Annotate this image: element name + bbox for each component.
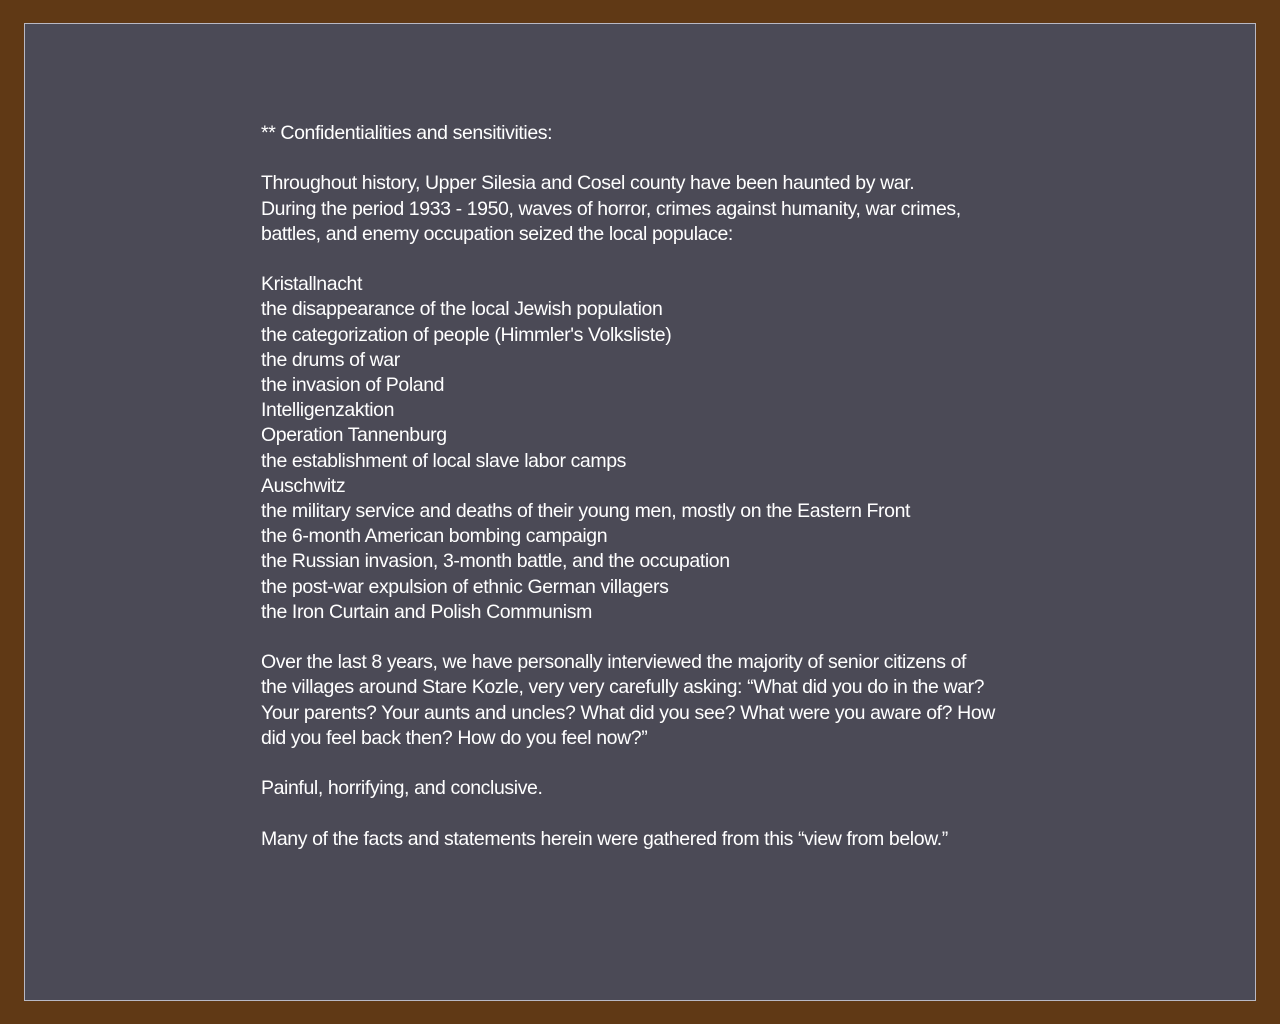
document-body: [261, 121, 1041, 852]
interview-paragraph: [261, 650, 1041, 751]
intro-paragraph: [261, 171, 1041, 247]
intro-line: During the period 1933 - 1950, waves of horror, crimes against humanity, war crimes,: [261, 197, 961, 220]
event-item: the 6-month American bombing campaign: [261, 525, 608, 548]
event-item: Intelligenzaktion: [261, 399, 395, 422]
paragraph-gap: [261, 751, 1041, 776]
section-heading: ** Confidentialities and sensitivities:: [261, 122, 553, 144]
event-item: the Iron Curtain and Polish Communism: [261, 600, 592, 623]
event-item: the establishment of local slave labor camps: [261, 449, 627, 472]
paragraph-gap: [261, 625, 1041, 650]
event-item: the military service and deaths of their young men, mostly on the Eastern Front: [261, 500, 911, 523]
intro-line: battles, and enemy occupation seized the local populace:: [261, 222, 733, 245]
interview-line: Over the last 8 years, we have personally interviewed the majority of senior citizens of: [261, 651, 967, 674]
event-item: the disappearance of the local Jewish population: [261, 298, 663, 321]
content-panel: [24, 23, 1256, 1001]
event-item: Operation Tannenburg: [261, 424, 447, 447]
events-list: [261, 272, 1041, 625]
event-item: Kristallnacht: [261, 273, 363, 296]
conclusion-text: Painful, horrifying, and conclusive.: [261, 777, 543, 800]
event-item: Auschwitz: [261, 474, 346, 497]
closing-text: Many of the facts and statements herein were gathered from this “view from below.”: [261, 827, 948, 850]
event-item: the drums of war: [261, 348, 400, 371]
event-item: the categorization of people (Himmler's Volksliste): [261, 323, 672, 346]
interview-line: the villages around Stare Kozle, very very carefully asking: “What did you do in the war?: [261, 676, 985, 699]
paragraph-gap: [261, 146, 1041, 171]
intro-line: Throughout history, Upper Silesia and Cosel county have been haunted by war.: [261, 172, 915, 195]
event-item: the Russian invasion, 3-month battle, and the occupation: [261, 550, 730, 573]
event-item: the post-war expulsion of ethnic German villagers: [261, 575, 669, 598]
event-item: the invasion of Poland: [261, 374, 445, 396]
paragraph-gap: [261, 801, 1041, 826]
interview-line: did you feel back then? How do you feel now?”: [261, 726, 648, 749]
interview-line: Your parents? Your aunts and uncles? What did you see? What were you aware of? How: [261, 701, 995, 724]
paragraph-gap: [261, 247, 1041, 272]
